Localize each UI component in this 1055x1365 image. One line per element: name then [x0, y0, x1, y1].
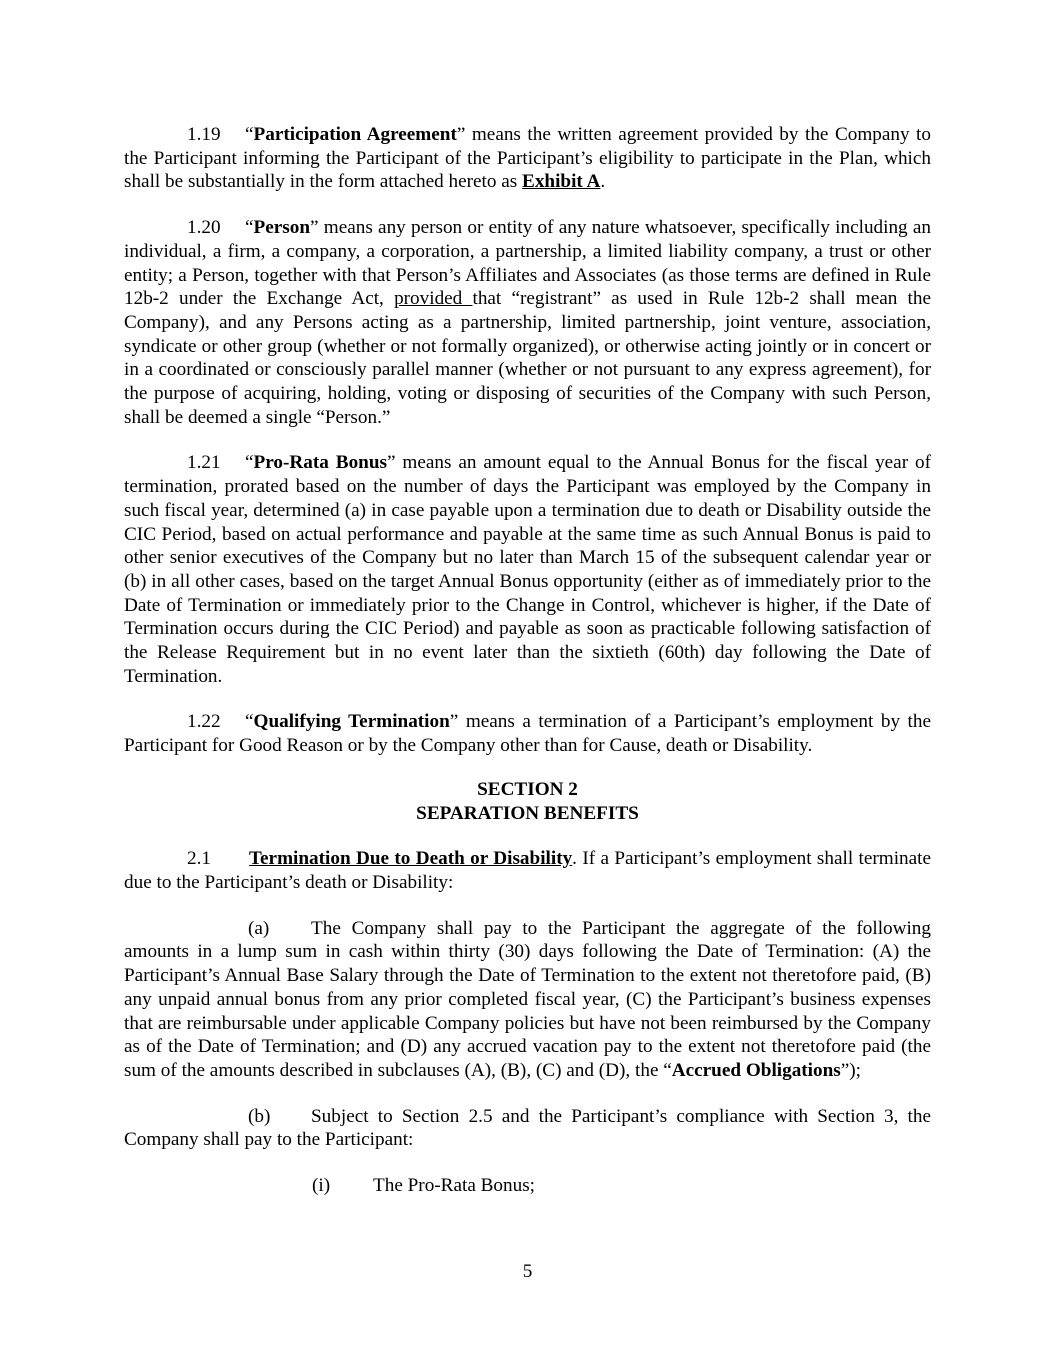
definition-1-21 [124, 451, 931, 688]
clause-text: The Pro-Rata Bonus; [373, 1175, 536, 1197]
clause-text-end: ”); [840, 1059, 861, 1081]
section-number: 1.22 [187, 711, 221, 733]
section-title: SECTION 2 [477, 778, 578, 800]
quote-open: “ [245, 124, 254, 145]
clause-number: (a) [248, 917, 270, 939]
quote-close: ” [386, 452, 396, 474]
document-page [124, 123, 931, 1198]
definition-text: means a termination of a Participant’s employment by the Participant for Good Reason or by the Company other than for Cause, death or Disability. [124, 711, 932, 757]
quote-close: ” [456, 124, 466, 145]
defined-term: Pro-Rata Bonus [253, 452, 387, 474]
clause-a [124, 917, 931, 1083]
quote-close: ” [449, 711, 459, 733]
section-number: 2.1 [187, 848, 211, 870]
clause-b [124, 1105, 931, 1152]
quote-close: ” [310, 217, 319, 239]
quote-open: “ [245, 711, 254, 733]
definition-text: means any person or entity of any nature whatsoever, specifically including an individual, a firm, a company, a corporation, a partnership, a limited liability company, a trust or other entity; a Person, together with that Person’s Affiliates and Associates (as those terms are defined in Rule 12b-2 under the Exchange Act, [124, 217, 931, 310]
page-number: 5 [522, 1261, 533, 1282]
subsection-heading: Termination Due to Death or Disability [249, 848, 573, 870]
subsection-2-1 [124, 847, 931, 894]
definition-text-end: that “registrant” as used in Rule 12b-2 shall mean the Company), and any Persons acting as a partnership, limited partnership, joint venture, association, syndicate or other group (whether or not formally organized), or otherwise acting jointly or in concert or in a coordinated or consciously parallel manner (whether or not pursuant to any express agreement), for the purpose of acquiring, holding, voting or disposing of securities of the Company with such Person, shall be deemed a single “Person.” [124, 288, 931, 428]
section-2-heading [124, 778, 931, 825]
subsection-text: . If a Participant’s employment shall terminate due to the Participant’s death or Disability: [124, 848, 931, 893]
section-subtitle: SEPARATION BENEFITS [416, 802, 639, 824]
section-number: 1.21 [187, 452, 221, 474]
section-number: 1.19 [187, 124, 221, 145]
clause-text: Subject to Section 2.5 and the Participant’s compliance with Section 3, the Company shall pay to the Participant: [124, 1105, 931, 1151]
definition-1-20 [124, 216, 931, 429]
definition-text: means an amount equal to the Annual Bonus for the fiscal year of termination, prorated based on the number of days the Participant was employed by the Company in such fiscal year, determined (a) in case payable upon a termination due to death or Disability outside the CIC Period, based on actual performance and payable at the same time as such Annual Bonus is paid to other senior executives of the Company but no later than March 15 of the subsequent calendar year or (b) in all other cases, based on the target Annual Bonus opportunity (either as of immediately prior to the Date of Termination or immediately prior to the Change in Control, whichever is higher, if the Date of Termination occurs during the CIC Period) and payable as soon as practicable following satisfaction of the Release Requirement but in no event later than the sixtieth (60th) day following the Date of Termination. [124, 452, 931, 687]
provided-term: provided [394, 288, 473, 310]
definition-1-22 [124, 710, 931, 757]
clause-text: The Company shall pay to the Participant the aggregate of the following amounts in a lump sum in cash within thirty (30) days following the Date of Termination: (A) the Participant’s Annual Base Salary through the Date of Termination to the extent not theretofore paid, (B) any unpaid annual bonus from any prior completed fiscal year, (C) the Participant’s business expenses that are reimbursable under applicable Company policies but have not been reimbursed by the Company as of the Date of Termination; and (D) any accrued vacation pay to the extent not theretofore paid (the sum of the amounts described in subclauses (A), (B), (C) and (D), the “ [124, 917, 931, 1081]
definition-1-19 [124, 123, 931, 194]
defined-term: Qualifying Termination [253, 711, 450, 733]
definition-text-end: . [600, 171, 606, 193]
quote-open: “ [245, 452, 254, 474]
clause-number: (b) [248, 1105, 271, 1127]
defined-term: Person [253, 217, 311, 239]
definition-text: means the written agreement provided by the Company to the Participant informing the Participant of the Participant’s eligibility to participate in the Plan, which shall be substantially in the form attached hereto as [124, 124, 931, 193]
clause-number: (i) [312, 1175, 331, 1197]
defined-term: Accrued Obligations [671, 1059, 841, 1081]
exhibit-reference: Exhibit A [522, 171, 601, 193]
section-number: 1.20 [187, 217, 221, 239]
quote-open: “ [245, 217, 254, 239]
defined-term: Participation Agreement [253, 124, 457, 145]
clause-i [124, 1174, 931, 1198]
